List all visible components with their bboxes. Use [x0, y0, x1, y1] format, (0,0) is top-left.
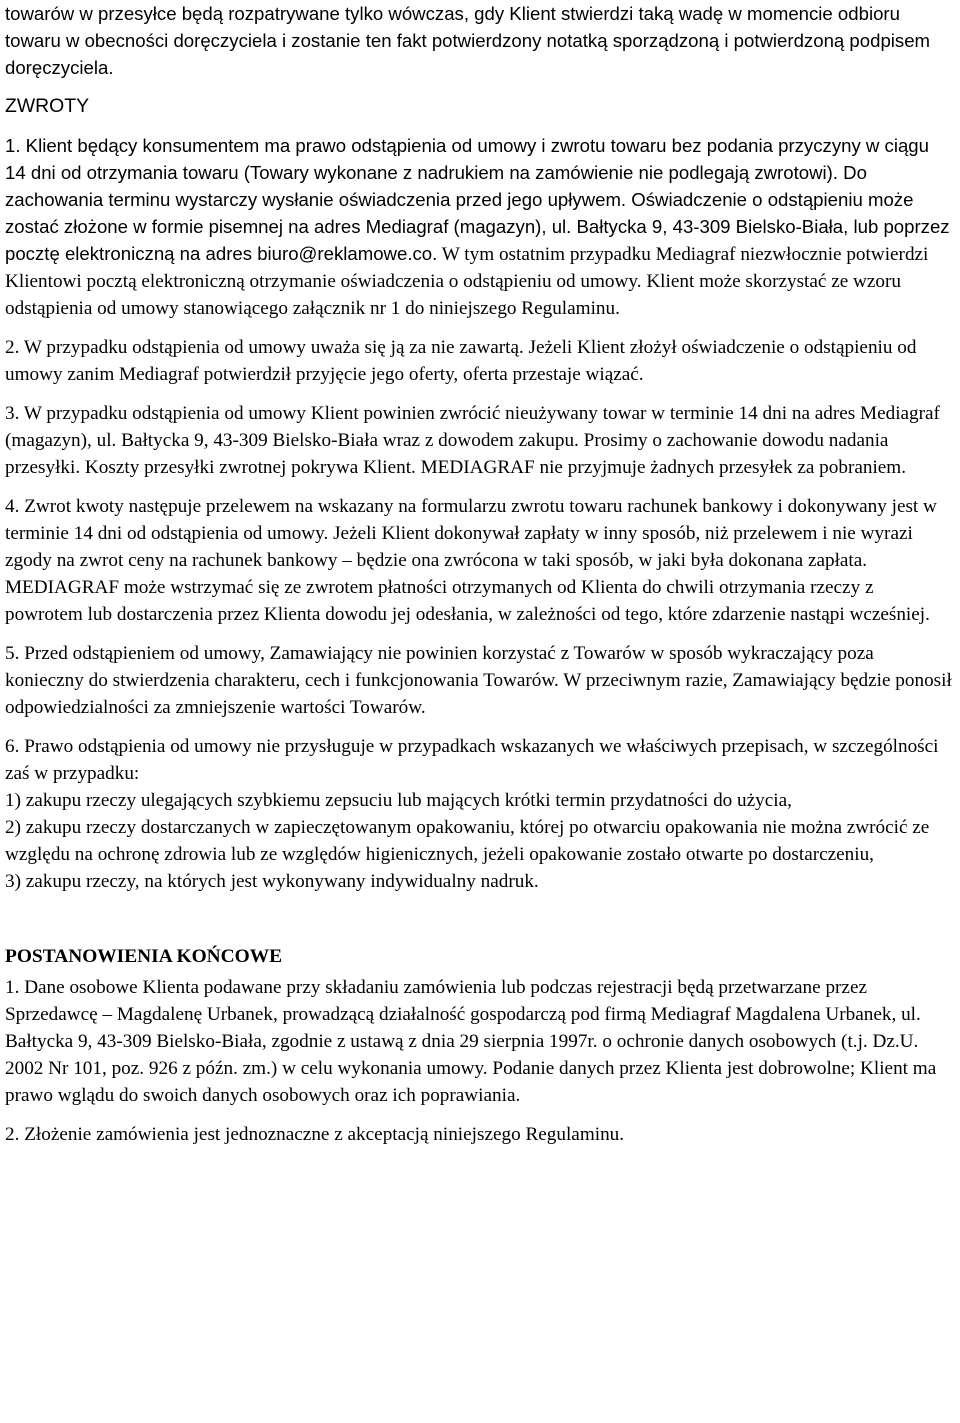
exception-item: 2) zakupu rzeczy dostarczanych w zapieczętowanym opakowaniu, której po otwarciu opakowania nie można zwrócić ze względu na ochronę zdrowia lub ze względów higienicznych, jeżeli opakowanie zostało otwarte po dostarczeniu, — [5, 817, 930, 865]
zwroty-paragraph-1 — [5, 132, 954, 322]
zwroty-paragraph-1-part-b: W tym ostatnim przypadku Mediagraf niezwłocznie potwierdzi Klientowi pocztą elektroniczną otrzymanie oświadczenia o odstąpieniu od umowy. Klient może skorzystać ze wzoru odstąpienia od umowy stanowiącego załącznik nr 1 do niniejszego Regulaminu. — [5, 244, 929, 319]
final-paragraph-2: 2. Złożenie zamówienia jest jednoznaczne z akceptacją niniejszego Regulaminu. — [5, 1124, 625, 1145]
section-heading-postanowienia-koncowe: POSTANOWIENIA KOŃCOWE — [5, 946, 283, 967]
zwroty-paragraph-4: 4. Zwrot kwoty następuje przelewem na wskazany na formularzu zwrotu towaru rachunek bankowy i dokonywany jest w terminie 14 dni od odstąpienia od umowy. Jeżeli Klient dokonywał zapłaty w inny sposób, niż przelewem i nie wyrazi zgody na zwrot ceny na rachunek bankowy – będzie ona zwrócona w taki sposób, w jaki była dokonana zapłata. MEDIAGRAF może wstrzymać się ze zwrotem płatności otrzymanych od Klienta do chwili otrzymania rzeczy z powrotem lub dostarczenia przez Klienta dowodu jej odesłania, w zależności od tego, które zdarzenie nastąpi wcześniej. — [5, 496, 937, 625]
exception-item: 1) zakupu rzeczy ulegających szybkiemu zepsuciu lub mających krótki termin przydatności do użycia, — [5, 790, 792, 811]
exception-item: 3) zakupu rzeczy, na których jest wykonywany indywidualny nadruk. — [5, 871, 539, 892]
intro-paragraph: towarów w przesyłce będą rozpatrywane tylko wówczas, gdy Klient stwierdzi taką wadę w momencie odbioru towaru w obecności doręczyciela i zostanie ten fakt potwierdzony notatką sporządzoną i potwierdzoną podpisem doręczyciela. — [5, 3, 931, 78]
zwroty-paragraph-1-part-a: 1. Klient będący konsumentem ma prawo odstąpienia od umowy i zwrotu towaru bez podania przyczyny w ciągu 14 dni od otrzymania towaru (Towary wykonane z nadrukiem na zamówienie nie podlegają zwrotowi). Do zachowania terminu wystarczy wysłanie oświadczenia przed jego upływem. Oświadczenie o odstąpieniu może zostać złożone w formie pisemnej na adres Mediagraf (magazyn), ul. Bałtycka 9, 43-309 Bielsko-Biała, lub poprzez pocztę elektroniczną na adres biuro@reklamowe.co. — [5, 135, 950, 264]
zwroty-paragraph-6: 6. Prawo odstąpienia od umowy nie przysługuje w przypadkach wskazanych we właściwych przepisach, w szczególności zaś w przypadku: — [5, 736, 939, 784]
zwroty-paragraph-3: 3. W przypadku odstąpienia od umowy Klient powinien zwrócić nieużywany towar w terminie 14 dni na adres Mediagraf (magazyn), ul. Bałtycka 9, 43-309 Bielsko-Biała wraz z dowodem zakupu. Prosimy o zachowanie dowodu nadania przesyłki. Koszty przesyłki zwrotnej pokrywa Klient. MEDIAGRAF nie przyjmuje żadnych przesyłek za pobraniem. — [5, 403, 940, 478]
zwroty-paragraph-5: 5. Przed odstąpieniem od umowy, Zamawiający nie powinien korzystać z Towarów w sposób wykraczający poza konieczny do stwierdzenia charakteru, cech i funkcjonowania Towarów. W przeciwnym razie, Zamawiający będzie ponosił odpowiedzialności za zmniejszenie wartości Towarów. — [5, 643, 952, 718]
final-paragraph-1: 1. Dane osobowe Klienta podawane przy składaniu zamówienia lub podczas rejestracji będą przetwarzane przez Sprzedawcę – Magdalenę Urbanek, prowadzącą działalność gospodarczą pod firmą Mediagraf Magdalena Urbanek, ul. Bałtycka 9, 43-309 Bielsko-Biała, zgodnie z ustawą z dnia 29 sierpnia 1997r. o ochronie danych osobowych (t.j. Dz.U. 2002 Nr 101, poz. 926 z późn. zm.) w celu wykonania umowy. Podanie danych przez Klienta jest dobrowolne; Klient ma prawo wglądu do swoich danych osobowych oraz ich poprawiania. — [5, 977, 937, 1106]
section-heading-zwroty: ZWROTY — [5, 95, 90, 117]
zwroty-paragraph-2: 2. W przypadku odstąpienia od umowy uważa się ją za nie zawartą. Jeżeli Klient złożył oświadczenie o odstąpieniu od umowy zanim Mediagraf potwierdził przyjęcie jego oferty, oferta przestaje wiązać. — [5, 337, 917, 385]
